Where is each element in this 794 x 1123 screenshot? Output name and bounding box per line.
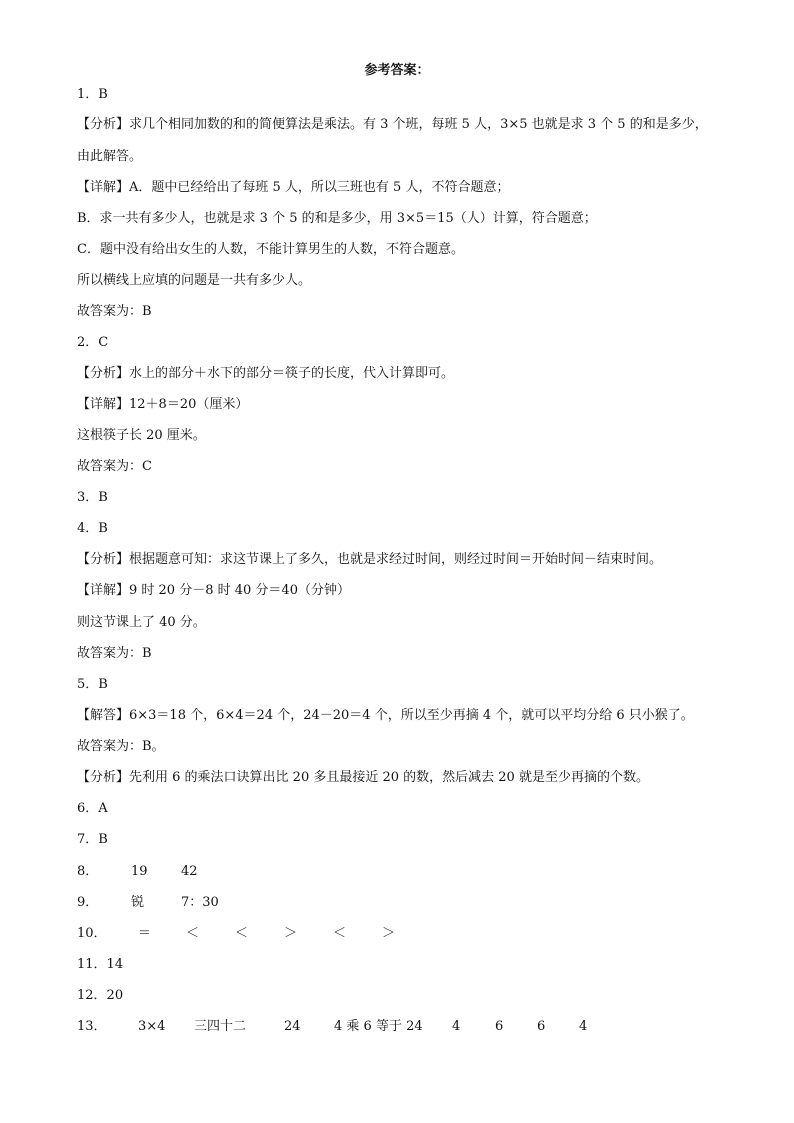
answer-line: 7．B (77, 832, 108, 847)
item-answer: ＜ (333, 926, 347, 941)
answer-line: 5．B (77, 677, 108, 692)
item-answer: 4 (579, 1019, 588, 1034)
answer-line: 故答案为：B。 (77, 739, 165, 754)
item-number: 13． (77, 1019, 107, 1034)
answer-line: 【分析】求几个相同加数的和的简便算法是乘法。有 3 个班，每班 5 人，3×5 也就是求 3 个 5 的和是多少， (77, 117, 708, 132)
answer-line: 【详解】9 时 20 分－8 时 40 分＝40（分钟） (77, 583, 350, 598)
item-number: 9． (77, 895, 99, 910)
item-answer: 4 (452, 1019, 461, 1034)
answer-line: 故答案为：B (77, 646, 152, 661)
item-answer: 4 乘 6 等于 24 (334, 1019, 423, 1034)
answer-line: 3．B (77, 490, 108, 505)
item-answer: 6 (495, 1019, 504, 1034)
answer-line: 1．B (77, 87, 108, 102)
item-answer: 6 (537, 1019, 546, 1034)
item-answer: 19 (131, 864, 148, 879)
item-answer: 3×4 (138, 1019, 166, 1034)
answer-line: 【详解】A．题中已经给出了每班 5 人，所以三班也有 5 人，不符合题意； (77, 180, 510, 195)
answer-line: 由此解答。 (77, 149, 143, 164)
answer-line: C．题中没有给出女生的人数，不能计算男生的人数，不符合题意。 (77, 242, 464, 257)
item-number: 10． (77, 926, 107, 941)
answer-line: 6．A (77, 801, 108, 816)
item-answer: ＝ (138, 926, 152, 941)
answer-line: 【分析】先利用 6 的乘法口诀算出比 20 多且最接近 20 的数，然后减去 20 就是至少再摘的个数。 (77, 770, 649, 785)
item-answer: 三四十二 (194, 1019, 247, 1034)
answer-line: 故答案为：C (77, 459, 152, 474)
item-number: 12．20 (77, 988, 124, 1003)
answer-line: 【分析】根据题意可知：求这节课上了多久，也就是求经过时间，则经过时间＝开始时间－结束时间。 (77, 552, 663, 567)
item-answer: ＞ (284, 926, 298, 941)
answer-line: 2．C (77, 335, 109, 350)
answer-line: 4．B (77, 521, 108, 536)
item-answer: 锐 (131, 895, 145, 910)
answer-line: 这根筷子长 20 厘米。 (77, 428, 206, 443)
answer-line: 【分析】水上的部分＋水下的部分＝筷子的长度，代入计算即可。 (77, 366, 455, 381)
answer-line: 【解答】6×3＝18 个，6×4＝24 个，24－20＝4 个，所以至少再摘 4 个，就可以平均分给 6 只小猴了。 (77, 708, 694, 723)
item-number: 8． (77, 864, 99, 879)
page-title: 参考答案： (364, 63, 430, 78)
item-answer: ＜ (186, 926, 200, 941)
answer-line: B．求一共有多少人，也就是求 3 个 5 的和是多少，用 3×5＝15（人）计算，符合题意； (77, 211, 597, 226)
item-answer: 42 (181, 864, 198, 879)
answer-line: 所以横线上应填的问题是一共有多少人。 (77, 273, 312, 288)
item-answer: ＞ (382, 926, 396, 941)
item-answer: ＜ (235, 926, 249, 941)
item-answer: 7：30 (181, 895, 219, 910)
answer-line: 故答案为：B (77, 304, 152, 319)
answer-line: 【详解】12＋8＝20（厘米） (77, 397, 249, 412)
item-answer: 24 (284, 1019, 301, 1034)
item-number: 11．14 (77, 957, 124, 972)
answer-line: 则这节课上了 40 分。 (77, 615, 206, 630)
